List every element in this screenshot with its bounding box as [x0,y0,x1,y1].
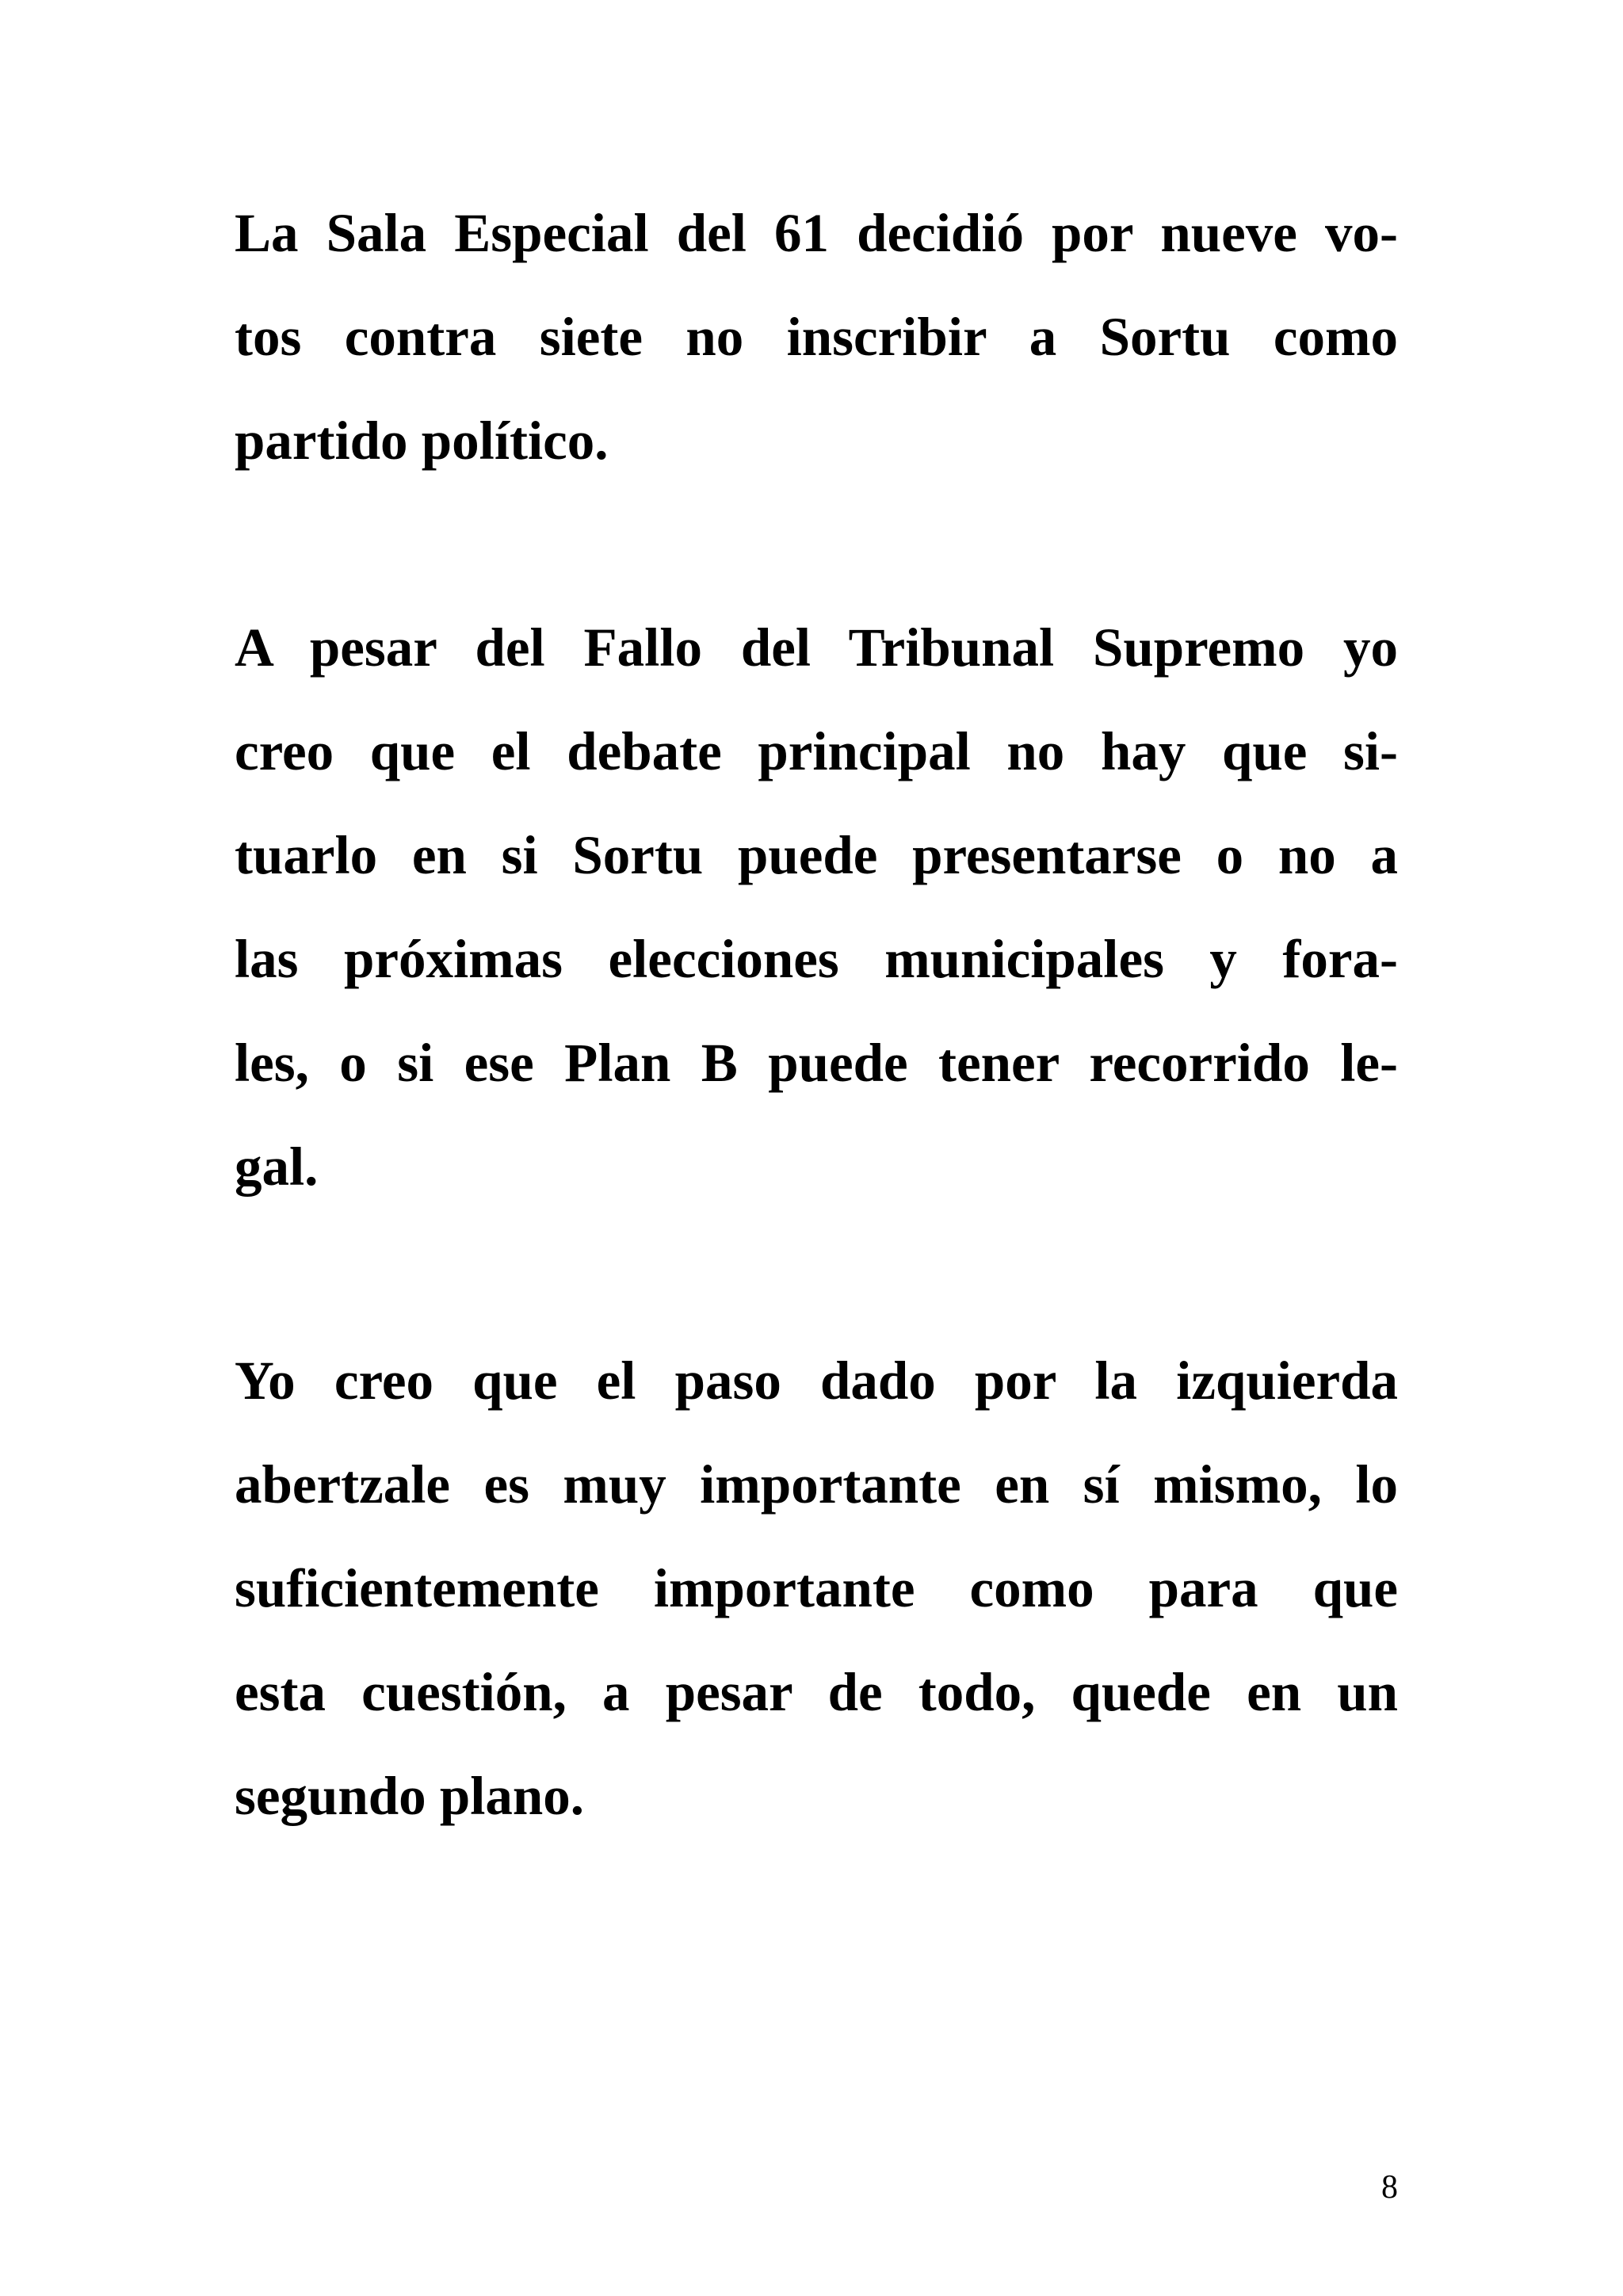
paragraph-line: Yo creo que el paso dado por la izquierda [235,1350,1398,1411]
paragraph-3 [235,1329,1398,1848]
paragraph-line: las próximas elecciones municipales y fora- [235,929,1398,989]
paragraph-line: segundo plano. [235,1766,585,1826]
paragraph-line: La Sala Especial del 61 decidió por nueve vo- [235,203,1398,263]
paragraph-line: gal. [235,1137,319,1197]
paragraph-line: partido político. [235,411,609,471]
paragraph-line: abertzale es muy importante en sí mismo, lo [235,1454,1398,1515]
page-number: 8 [1381,2169,1398,2206]
paragraph-line: A pesar del Fallo del Tribunal Supremo yo [235,617,1398,678]
paragraph-line: tuarlo en si Sortu puede presentarse o no a [235,825,1398,885]
paragraph-line: les, o si ese Plan B puede tener recorrido le- [235,1033,1398,1093]
paragraph-line: tos contra siete no inscribir a Sortu como [235,307,1398,367]
paragraph-line: esta cuestión, a pesar de todo, quede en un [235,1662,1398,1722]
paragraph-1 [235,181,1398,493]
paragraph-line: suficientemente importante como para que [235,1558,1398,1618]
paragraph-line: creo que el debate principal no hay que si- [235,721,1398,781]
paragraph-2 [235,596,1398,1219]
